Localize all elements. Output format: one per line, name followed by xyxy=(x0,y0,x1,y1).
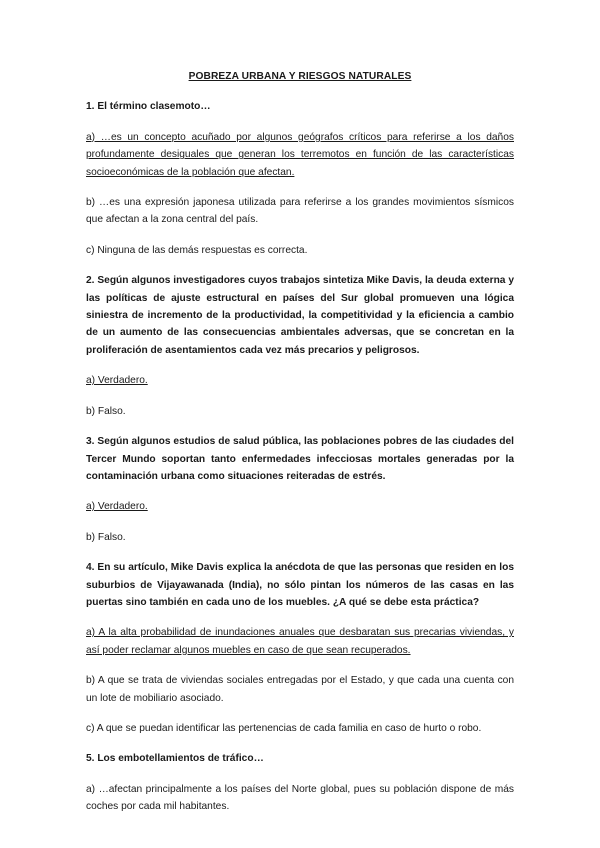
question-2-option-a: a) Verdadero. xyxy=(86,375,148,387)
question-5: 5. Los embotellamientos de tráfico… xyxy=(86,753,264,765)
question-2: 2. Según algunos investigadores cuyos trabajos sintetiza Mike Davis, la deuda externa y las políticas de ajuste estructural en países del Sur global promueven una lógica siniestra de incremento de la productividad, la competitividad y la eficiencia a cambio de un aumento de las consecuencias ambientales adversas, que se concretan en la proliferación de asentamientos cada vez más precarios y peligrosos. xyxy=(86,275,514,356)
question-4-option-c: c) A que se puedan identificar las pertenencias de cada familia en caso de hurto o robo. xyxy=(86,722,482,734)
document-body xyxy=(86,68,514,829)
question-1: 1. El término clasemoto… xyxy=(86,101,211,113)
question-5-option-a: a) …afectan principalmente a los países del Norte global, pues su población dispone de más coches por cada mil habitantes. xyxy=(86,783,514,813)
question-4: 4. En su artículo, Mike Davis explica la anécdota de que las personas que residen en los suburbios de Vijayawanada (India), no sólo pintan los números de las casas en las puertas sino también en cada uno de los muebles. ¿A qué se debe esta práctica? xyxy=(86,562,514,608)
question-1-option-b: b) …es una expresión japonesa utilizada para referirse a los grandes movimientos sísmicos que afectan a la zona central del país. xyxy=(86,197,514,226)
question-3: 3. Según algunos estudios de salud pública, las poblaciones pobres de las ciudades del Tercer Mundo soportan tanto enfermedades infecciosas mortales generadas por la contaminación urbana como situaciones reiteradas de estrés. xyxy=(86,436,514,482)
document-title: POBREZA URBANA Y RIESGOS NATURALES xyxy=(188,71,412,82)
question-2-option-b: b) Falso. xyxy=(86,405,126,417)
question-1-option-a: a) …es un concepto acuñado por algunos geógrafos críticos para referirse a los daños profundamente desiguales que generan los terremotos en función de las características socioeconómicas de la población que afectan. xyxy=(86,131,514,178)
question-4-option-b: b) A que se trata de viviendas sociales entregadas por el Estado, y que cada una cuenta con un lote de mobiliario asociado. xyxy=(86,675,514,704)
question-3-option-a: a) Verdadero. xyxy=(86,501,148,513)
question-3-option-b: b) Falso. xyxy=(86,531,126,543)
question-1-option-c: c) Ninguna de las demás respuestas es correcta. xyxy=(86,244,308,256)
question-4-option-a: a) A la alta probabilidad de inundaciones anuales que desbaratan sus precarias viviendas, y así poder reclamar algunos muebles en caso de que sean recuperados. xyxy=(86,627,514,656)
